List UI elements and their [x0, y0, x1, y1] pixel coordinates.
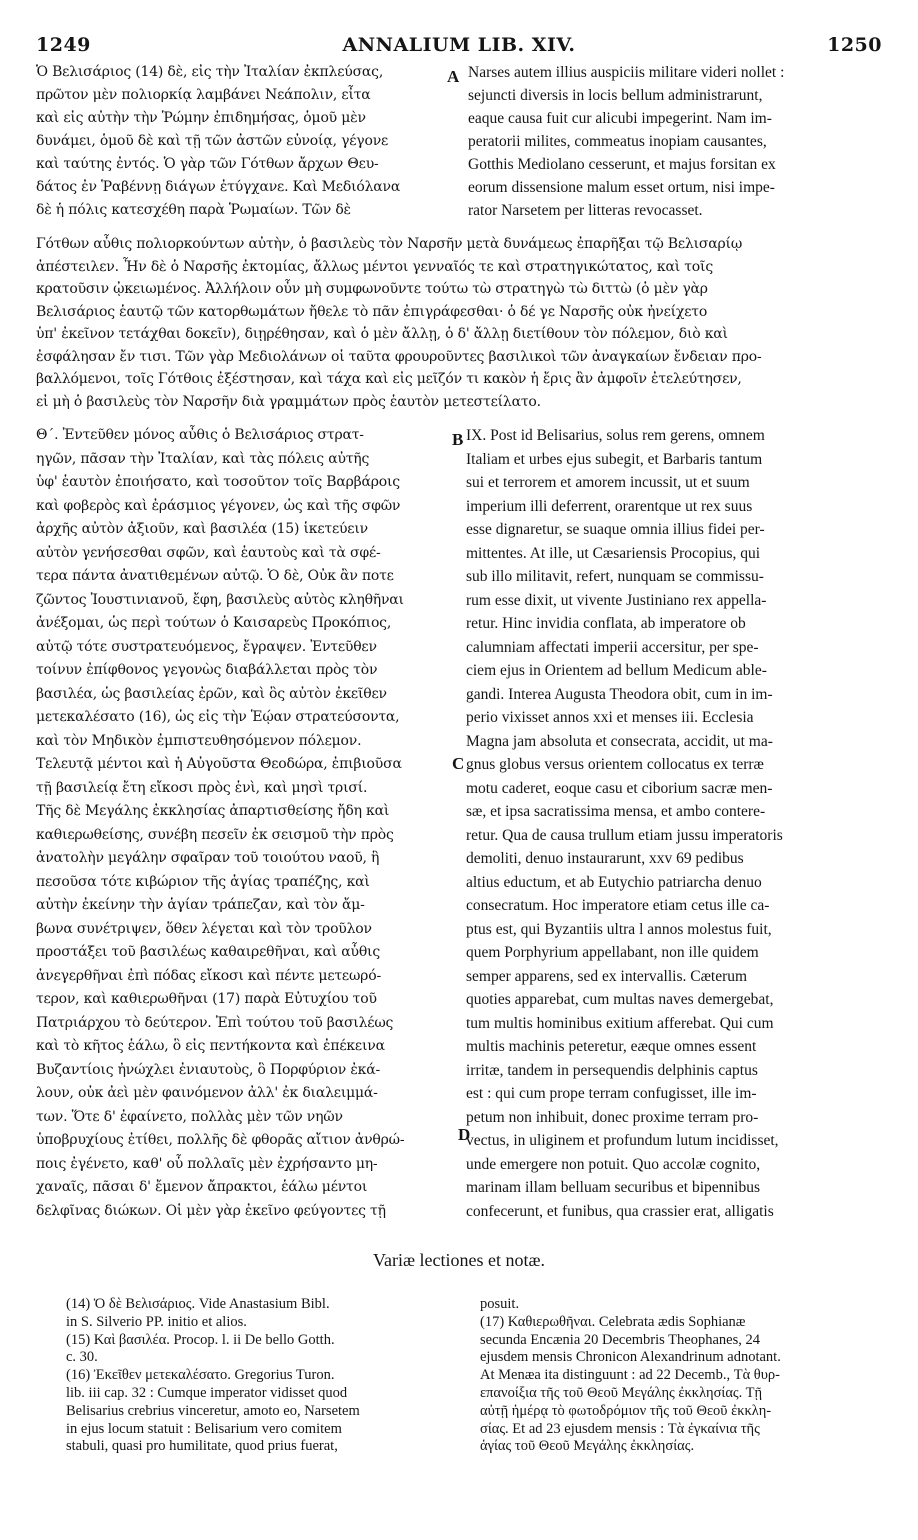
latin-text-line: vectus, in uliginem et profundum lutum incidisset, [466, 1132, 779, 1149]
greek-text-line: των. Ὅτε δ' ἐφαίνετο, πολλὰς μὲν τῶν νηῶν [36, 1108, 343, 1125]
note-line: σίας. Et ad 23 ejusdem mensis : Τὰ ἐγκαίνια τῆς [480, 1420, 760, 1437]
note-line: stabuli, quasi pro humilitate, quod prius fuerat, [66, 1438, 338, 1455]
latin-text-line: rator Narsetem per litteras revocasset. [468, 202, 703, 219]
greek-text-line: δάτος ἐν Ῥαβέννῃ διάγων ἐτύγχανε. Καὶ Μεδιόλανα [36, 179, 401, 195]
latin-text-line: ciem ejus in Orientem ad bellum Medicum able- [466, 662, 767, 679]
latin-text-line: sæ, et ipsa sacratissima mensa, et ambo contere- [466, 803, 766, 820]
latin-text-line: quoties apparebat, cum multas naves demergebat, [466, 991, 774, 1008]
margin-marker-c: C [452, 754, 465, 773]
latin-text-line: sub illo militavit, refert, nunquam se commissu- [466, 568, 764, 585]
greek-text-line: καὶ ταύτης ἐντός. Ὁ γὰρ τῶν Γότθων ἄρχων Θευ- [36, 156, 379, 172]
latin-text-line: eorum dissensione malum esset ortum, nisi impe- [468, 179, 775, 196]
greek-text-line: καὶ τὸ κῆτος ἑάλω, ὃ εἰς πεντήκοντα καὶ ἐπέκεινα [36, 1038, 385, 1054]
note-line: At Menæa ita distinguunt : ad 22 Decemb., Τὰ θυρ- [480, 1367, 780, 1384]
latin-text-line: rum esse dixit, ut vivente Justiniano rex appella- [466, 591, 767, 609]
latin-text-line: retur. Qua de causa trullum etiam jussu imperatoris [466, 826, 783, 844]
note-line: (15) Καὶ βασιλέα. Procop. l. ii De bello Gotth. [66, 1331, 335, 1348]
greek-text-line: Βελισάριος ἑαυτῷ τῶν κατορθωμάτων ἤθελε τὸ πᾶν ἐπιγράφεσθαι· ὁ δέ γε Ναρσῆς οὐκ ἠνείχετο [36, 303, 708, 320]
greek-text-line: δὲ ἡ πόλις κατεσχέθη παρὰ Ῥωμαίων. Τῶν δὲ [36, 202, 351, 218]
latin-text-line: sejuncti diversis in locis bellum administrarunt, [468, 87, 763, 104]
greek-text-line: λουν, οὐκ ἀεὶ μὲν φαινόμενον ἀλλ' ἐκ διαλειμμά- [36, 1085, 378, 1101]
greek-text-line: τερα πάντα ἀνατιθεμένων αὐτῷ. Ὁ δὲ, Οὐκ ἂν ποτε [36, 568, 394, 584]
greek-text-line: ἀνατολὴν μεγάλην σφαῖραν τοῦ τοιούτου ναοῦ, ἣ [36, 850, 380, 866]
latin-text-line: Italiam et urbes ejus subegit, et Barbaris tantum [466, 450, 763, 468]
greek-text-line: εἰ μὴ ὁ βασιλεὺς τὸν Ναρσῆν διὰ γραμμάτων πρὸς ἑαυτὸν μετεστείλατο. [36, 393, 541, 410]
latin-text-line: quem Porphyrium appellabant, non ille quidem [466, 944, 759, 961]
latin-text-line: esse dignaretur, se suaque omnia illius fidei per- [466, 521, 765, 538]
running-title: ANNALIUM LIB. XIV. [342, 34, 576, 56]
greek-text-line: Τῆς δὲ Μεγάλης ἐκκλησίας ἀπαρτισθείσης ἤδη καὶ [36, 803, 390, 819]
latin-text-line: Magna jam absoluta et consecrata, accidit, ut ma- [466, 732, 773, 750]
margin-marker-a: A [447, 67, 460, 86]
note-line: ejusdem mensis Chronicon Alexandrinum adnotant. [480, 1349, 781, 1366]
greek-text-line: αὐτὸν γενήσεσθαι σφῶν, καὶ ἑαυτοὺς καὶ τὰ σφέ- [36, 544, 381, 561]
greek-text-line: μετεκαλέσατο (16), ὡς εἰς τὴν Ἑῴαν στρατεύσοντα, [36, 709, 400, 725]
page-number-right: 1250 [827, 34, 882, 56]
greek-text-line: Τελευτᾷ μέντοι καὶ ἡ Αὐγοῦστα Θεοδώρα, ἐπιβιοῦσα [36, 756, 402, 772]
latin-text-line: petum non inhibuit, donec proxime terram pro- [466, 1108, 759, 1126]
latin-text-line: unde emergere non potuit. Quo accolæ cognito, [466, 1155, 761, 1173]
latin-text-line: gandi. Interea Augusta Theodora obit, cum in im- [466, 685, 773, 703]
latin-text-line: eaque causa fuit cur alicubi impegerint. Nam im- [468, 110, 772, 127]
note-line: ἁγίας τοῦ Θεοῦ Μεγάλης ἐκκλησίας. [480, 1438, 695, 1455]
greek-text-line: καθιερωθείσης, συνέβη πεσεῖν ἐκ σεισμοῦ τὴν πρὸς [36, 826, 394, 843]
greek-text-line: ηγῶν, πᾶσαν τὴν Ἰταλίαν, καὶ τὰς πόλεις αὐτῆς [36, 450, 370, 467]
latin-text-line: gnus globus versus orientem collocatus ex terræ [466, 756, 764, 773]
greek-text-line: Βυζαντίοις ἠνώχλει ἐνιαυτοὺς, ὃ Πορφύριον ἐκά- [36, 1061, 380, 1078]
greek-text-line: τῇ βασιλείᾳ ἔτη εἴκοσι πρὸς ἑνὶ, καὶ μησὶ τρισί. [36, 779, 368, 796]
greek-text-line: καὶ τὸν Μηδικὸν ἐμπιστευθησόμενον πόλεμον. [36, 732, 362, 749]
greek-text-line: ὑποβρυχίους ἐτίθει, πολλῆς δὲ φθορᾶς αἴτιον ἀνθρώ- [36, 1132, 405, 1148]
latin-text-line: retur. Hinc invidia conflata, ab imperatore ob [466, 615, 746, 632]
greek-text-line: Γότθων αὖθις πολιορκούντων αὐτὴν, ὁ βασιλεὺς τὸν Ναρσῆν μετὰ δυνάμεως ἐπαρῆξαι τῷ Βελισαρίῳ [36, 236, 743, 252]
greek-text-line: ζῶντος Ἰουστινιανοῦ, ἔφη, βασιλεὺς αὐτὸς κληθῆναι [36, 591, 404, 608]
latin-text-line: confecerunt, et funibus, qua crassier erat, alligatis [466, 1202, 774, 1220]
note-line: επανοίξια τῆς τοῦ Θεοῦ Μεγάλης ἐκκλησίας. Τῇ [480, 1385, 763, 1401]
greek-text-line: Ὁ Βελισάριος (14) δὲ, εἰς τὴν Ἰταλίαν ἐκπλεύσας, [36, 64, 384, 80]
greek-text-line: προστάξει τοῦ βασιλέως καθαιρεθῆναι, καὶ αὖθις [36, 944, 380, 960]
greek-text-line: δυνάμει, ὁμοῦ δὲ καὶ τῇ τῶν ἀστῶν εὐνοίᾳ, γέγονε [36, 133, 389, 149]
greek-text-line: Θ΄. Ἐντεῦθεν μόνος αὖθις ὁ Βελισάριος στρατ- [36, 427, 364, 443]
greek-text-line: Πατριάρχου τὸ δεύτερον. Ἐπὶ τούτου τοῦ βασιλέως [36, 1014, 394, 1031]
greek-text-line: ἀνέξομαι, ὡς περὶ τούτων ὁ Καισαρεὺς Προκόπιος, [36, 615, 392, 631]
greek-text-line: τερον, καὶ καθιερωθῆναι (17) παρὰ Εὐτυχίου τοῦ [36, 991, 377, 1007]
latin-text-line: altius eductum, et ab Eutychio patriarcha denuo [466, 873, 762, 891]
latin-text-line: IX. Post id Belisarius, solus rem gerens, omnem [466, 427, 765, 444]
latin-text-line: est : qui cum prope terram confugisset, ille im- [466, 1085, 757, 1102]
latin-text-line: motu caderet, eoque casu et ciborium sacræ men- [466, 779, 773, 797]
note-line: c. 30. [66, 1349, 98, 1366]
greek-text-line: κρατοῦσιν ᾠκειωμένος. Ἀλλήλοιν οὖν μὴ συμφωνοῦντε τούτω τὼ στρατηγὼ τὼ διττὼ (ὁ μὲν γὰρ [36, 281, 708, 297]
greek-text-line: τοίνυν ἐπίφθονος γεγονὼς διαβάλλεται πρὸς τὸν [36, 662, 378, 678]
greek-text-line: πρῶτον μὲν πολιορκίᾳ λαμβάνει Νεάπολιν, εἶτα [36, 87, 371, 103]
greek-text-line: πεσοῦσα τότε κιβώριον τῆς ἁγίας τραπέζης, καὶ [36, 873, 370, 890]
greek-text-line: ἀπέστειλεν. Ἦν δὲ ὁ Ναρσῆς ἐκτομίας, ἄλλως μέντοι γενναῖός τε καὶ στρατηγικώτατος, καὶ τοῖς [36, 258, 713, 275]
note-line: posuit. [480, 1296, 520, 1312]
latin-text-line: peratorii milites, commeatus inopiam causantes, [468, 133, 767, 150]
greek-text-line: ἐσφάλησαν ἔν τισι. Τῶν γὰρ Μεδιολάνων οἱ ταῦτα φρουροῦντες βασιλικοὶ τῶν ἀναγκαίων ἔνδειαν προ- [36, 348, 762, 365]
notes-heading: Variæ lectiones et notæ. [373, 1250, 545, 1270]
greek-text-line: ὑφ' ἑαυτὸν ἐποιήσατο, καὶ τοσοῦτον τοῖς Βαρβάροις [36, 474, 400, 490]
greek-text-line: καὶ εἰς αὐτὴν τὴν Ῥώμην ἐπιδημήσας, ὁμοῦ μὲν [36, 110, 366, 126]
note-line: in S. Silverio PP. initio et alios. [66, 1313, 247, 1330]
latin-text-line: multis machinis peteretur, eæque omnes essent [466, 1038, 757, 1055]
greek-text-line: αὐτὴν ἐκείνην τὴν ἁγίαν τράπεζαν, καὶ τὸν ἄμ- [36, 897, 365, 913]
greek-text-line: ποις ἐγένετο, καθ' οὗ πολλαῖς μὲν ἐχρήσαντο μη- [36, 1155, 378, 1172]
greek-text-line: βαλλόμενοι, τοῖς Γότθοις ἐξέστησαν, καὶ τάχα καὶ εἰς μεῖζόν τι κακὸν ἡ ἔρις ἂν ἀμφοῖν ἐτελεύτησεν, [36, 371, 742, 387]
page-number-left: 1249 [36, 34, 91, 56]
note-line: Belisarius crebrius vinceretur, amoto eo, Narsetem [66, 1402, 360, 1419]
greek-text-line: ἀρχῆς αὐτὸν ἀξιοῦν, καὶ βασιλέα (15) ἱκετεύειν [36, 521, 368, 537]
latin-text-line: consecratum. Hoc imperatore etiam cetus ille ca- [466, 897, 770, 914]
latin-text-line: mittentes. At ille, ut Cæsariensis Procopius, qui [466, 544, 761, 562]
note-line: (17) Καθιερωθῆναι. Celebrata ædis Sophianæ [480, 1313, 746, 1330]
margin-marker-d: D [458, 1125, 471, 1144]
page-header [36, 34, 882, 60]
note-line: in ejus locum statuit : Belisarium vero comitem [66, 1420, 342, 1437]
latin-text-line: Gotthis Mediolano cesserunt, et majus forsitan ex [468, 156, 776, 173]
latin-text-line: ptus est, qui Byzantiis ultra l annos molestus fuit, [466, 920, 772, 938]
note-line: (16) Ἐκεῖθεν μετεκαλέσατο. Gregorius Turon. [66, 1367, 335, 1384]
latin-text-line: marinam illam belluam securibus et bipennibus [466, 1179, 761, 1196]
greek-text-line: βωνα συνέτριψεν, ὅθεν λέγεται καὶ τὸν τροῦλον [36, 920, 372, 937]
latin-text-line: Narses autem illius auspiciis militare videri nollet : [468, 64, 785, 81]
margin-marker-b: B [452, 430, 464, 449]
greek-text-line: βασιλέα, ὡς βασιλείας ἐρῶν, καὶ ὃς αὐτὸν ἐκεῖθεν [36, 685, 387, 702]
greek-text-line: χαναῖς, πᾶσαι δ' ἔμενον ἄπρακτοι, ἑάλω μέντοι [36, 1179, 368, 1195]
latin-text-line: sui et terrorem et amorem incussit, ut et suum [466, 474, 750, 491]
greek-text-line: ἀνεγερθῆναι ἐπὶ πόδας εἴκοσι καὶ πέντε μετεωρό- [36, 967, 381, 984]
greek-text-line: αὐτῷ τότε συστρατευόμενος, ἔγραψεν. Ἐντεῦθεν [36, 638, 377, 655]
latin-text-line: perio vixisset annos xxi et menses iii. Ecclesia [466, 709, 754, 726]
latin-text-line: tum multis hominibus exitium afferebat. Qui cum [466, 1014, 774, 1032]
latin-text-line: calumniam affectati imperii accersitur, per spe- [466, 638, 759, 656]
latin-text-line: demoliti, denuo instaurarunt, xxv 69 pedibus [466, 850, 744, 867]
latin-text-line: imperium illi deferrent, orarentque ut rex suus [466, 497, 753, 515]
latin-text-line: semper apparens, sed ex intervallis. Cæterum [466, 967, 748, 985]
greek-text-line: δελφῖνας διώκων. Οἱ μὲν γὰρ ἐκεῖνο φεύγοντες τῇ [36, 1202, 386, 1219]
greek-text-line: ὑπ' ἐκεῖνον τετάχθαι δοκεῖν), διῃρέθησαν, καὶ ὁ μὲν ἄλλῃ, ὁ δ' ἄλλῃ διετίθουν τὸν πόλεμον, διὸ καὶ [36, 326, 728, 342]
greek-text-line: καὶ φοβερὸς καὶ ἐράσμιος γέγονεν, ὡς καὶ τῆς σφῶν [36, 497, 401, 514]
note-line: secunda Encænia 20 Decembris Theophanes, 24 [480, 1331, 760, 1348]
latin-text-line: irritæ, tandem in persequendis delphinis captus [466, 1061, 758, 1079]
note-line: lib. iii cap. 32 : Cumque imperator vidisset quod [66, 1385, 348, 1401]
note-line: (14) Ὁ δὲ Βελισάριος. Vide Anastasium Bibl. [66, 1296, 330, 1312]
note-line: αὐτῇ ἡμέρᾳ τὸ φωτοδρόμιον τῆς τοῦ Θεοῦ ἐκκλη- [480, 1402, 772, 1419]
